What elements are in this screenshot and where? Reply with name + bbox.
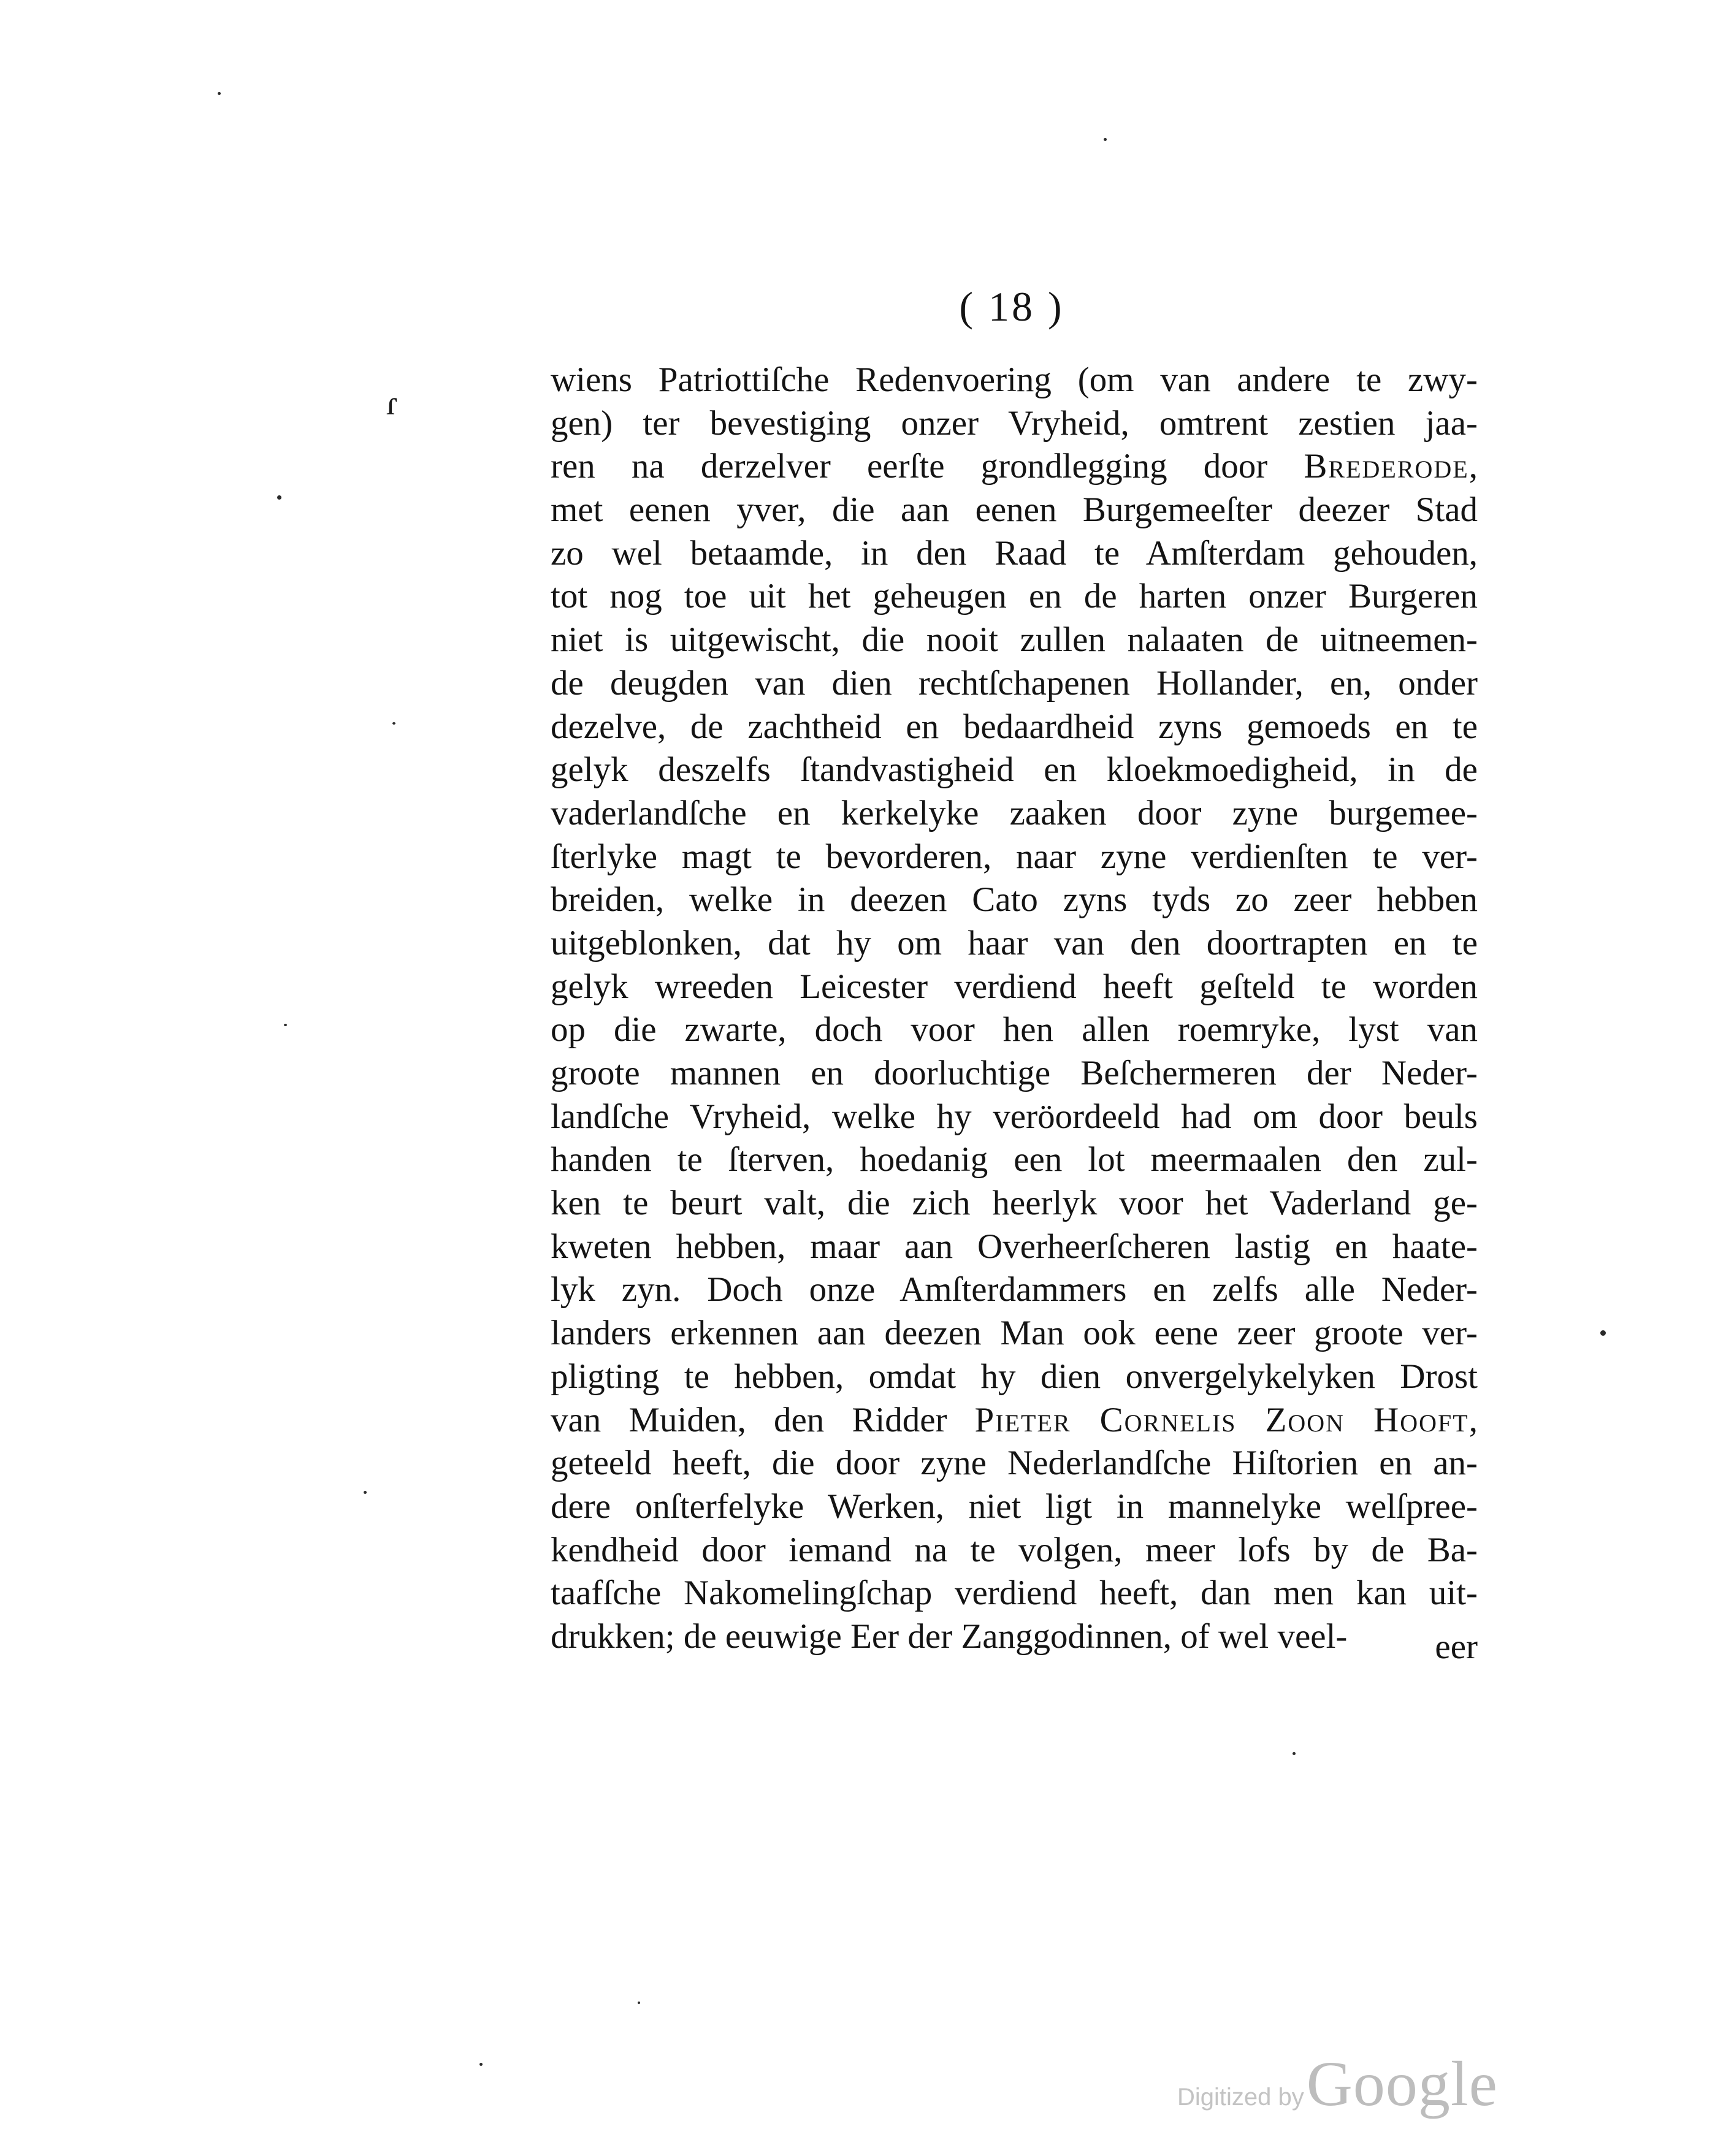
- scan-speck: [277, 495, 281, 500]
- scan-speck: [1104, 138, 1107, 141]
- text-segment: met eenen yver, die aan eenen Burgemeeſter deezer Stad: [551, 490, 1478, 530]
- text-segment: kendheid door iemand na te volgen, meer lofs by de Ba-: [551, 1530, 1478, 1569]
- text-line: [551, 922, 1478, 966]
- scan-speck: [284, 1024, 287, 1026]
- text-segment: niet is uitgewischt, die nooit zullen nalaaten de uitneemen-: [551, 620, 1478, 660]
- text-segment: de deugden van dien rechtſchapenen Hollander, en, onder: [551, 663, 1478, 703]
- small-caps-name: Brederode: [1304, 447, 1469, 486]
- digitized-by-google-watermark: [1177, 2047, 1545, 2121]
- text-line: [551, 1268, 1478, 1312]
- text-line: [551, 532, 1478, 576]
- text-line: [551, 1572, 1478, 1615]
- scan-speck: [218, 92, 221, 95]
- text-segment: tot nog toe uit het geheugen en de harten onzer Burgeren: [551, 577, 1478, 616]
- text-segment: ken te beurt valt, die zich heerlyk voor het Vaderland ge-: [551, 1184, 1478, 1223]
- text-line: [551, 1225, 1478, 1269]
- text-segment: kweten hebben, maar aan Overheerſcheren lastig en haate-: [551, 1227, 1478, 1266]
- text-line: [551, 619, 1478, 662]
- text-segment: gelyk deszelfs ſtandvastigheid en kloekmoedigheid, in de: [551, 750, 1478, 790]
- text-line: [551, 749, 1478, 792]
- text-line: [551, 1095, 1478, 1139]
- text-line: [551, 575, 1478, 619]
- text-segment: breiden, welke in deezen Cato zyns tyds zo zeer hebben: [551, 880, 1478, 920]
- text-segment: landers erkennen aan deezen Man ook eene zeer groote ver-: [551, 1314, 1478, 1353]
- text-line: [551, 706, 1478, 749]
- text-line: [551, 878, 1478, 922]
- google-logo: Google: [1306, 2049, 1498, 2119]
- text-segment: gelyk wreeden Leicester verdiend heeft geſteld te worden: [551, 967, 1478, 1006]
- scan-speck: [479, 2063, 483, 2066]
- text-segment: taafſche Nakomelingſchap verdiend heeft, dan men kan uit-: [551, 1574, 1478, 1613]
- text-line: [551, 1529, 1478, 1572]
- text-line: [551, 792, 1478, 836]
- text-segment: uitgeblonken, dat hy om haar van den doortrapten en te: [551, 923, 1478, 962]
- scan-speck: [364, 1491, 367, 1494]
- text-line: [551, 1138, 1478, 1182]
- text-line: [551, 662, 1478, 706]
- text-segment: handen te ſterven, hoedanig een lot meermaalen den zul-: [551, 1140, 1478, 1179]
- text-segment: ,: [1468, 447, 1478, 486]
- text-line: [551, 1052, 1478, 1095]
- text-line: [551, 402, 1478, 446]
- text-line: [551, 1485, 1478, 1529]
- page-number: ( 18 ): [959, 283, 1064, 330]
- body-text: [551, 359, 1478, 1659]
- text-segment: lyk zyn. Doch onze Amſterdammers en zelfs alle Neder-: [551, 1270, 1478, 1309]
- text-segment: op die zwarte, doch voor hen allen roemryke, lyst van: [551, 1010, 1478, 1049]
- text-line: [551, 489, 1478, 532]
- text-segment: ren na derzelver eerſte grondlegging door: [551, 447, 1304, 486]
- text-line: [551, 1399, 1478, 1442]
- text-segment: geteeld heeft, die door zyne Nederlandſche Hiſtorien en an-: [551, 1444, 1478, 1483]
- scan-speck: [1293, 1752, 1296, 1755]
- text-line: [551, 1615, 1478, 1659]
- text-segment: gen) ter bevestiging onzer Vryheid, omtrent zestien jaa-: [551, 403, 1478, 443]
- scan-speck: [1600, 1330, 1606, 1336]
- text-segment: groote mannen en doorluchtige Beſchermeren der Neder-: [551, 1054, 1478, 1092]
- text-line: [551, 1442, 1478, 1485]
- text-segment: dezelve, de zachtheid en bedaardheid zyns gemoeds en te: [551, 707, 1478, 746]
- catchword: eer: [1435, 1628, 1478, 1666]
- text-segment: dere onſterfelyke Werken, niet ligt in mannelyke welſpree-: [551, 1487, 1478, 1526]
- text-segment: ,: [1468, 1400, 1478, 1439]
- text-segment: pligting te hebben, omdat hy dien onvergelykelyken Drost: [551, 1357, 1478, 1396]
- text-line: [551, 445, 1478, 489]
- text-segment: drukken; de eeuwige Eer der Zanggodinnen, of wel veel-: [551, 1617, 1348, 1656]
- text-line: [551, 1182, 1478, 1225]
- text-line: [551, 966, 1478, 1009]
- text-segment: wiens Patriottiſche Redenvoering (om van andere te zwy-: [551, 360, 1478, 399]
- text-segment: van Muiden, den Ridder: [551, 1400, 975, 1439]
- text-segment: ſterlyke magt te bevorderen, naar zyne verdienſten te ver-: [551, 837, 1478, 876]
- watermark-prefix: Digitized by: [1177, 2084, 1304, 2111]
- margin-mark: ɾ: [386, 384, 398, 422]
- text-line: [551, 1008, 1478, 1052]
- text-segment: zo wel betaamde, in den Raad te Amſterdam gehouden,: [551, 533, 1478, 573]
- text-segment: vaderlandſche en kerkelyke zaaken door zyne burgemee-: [551, 793, 1478, 832]
- text-segment: landſche Vryheid, welke hy veröordeeld had om door beuls: [551, 1097, 1478, 1136]
- text-line: [551, 1355, 1478, 1399]
- text-line: [551, 836, 1478, 879]
- scan-speck: [638, 2002, 640, 2004]
- scan-speck: [392, 722, 395, 725]
- text-line: [551, 1312, 1478, 1355]
- small-caps-name: Pieter Cornelis Zoon Hooft: [974, 1400, 1469, 1439]
- text-line: [551, 359, 1478, 402]
